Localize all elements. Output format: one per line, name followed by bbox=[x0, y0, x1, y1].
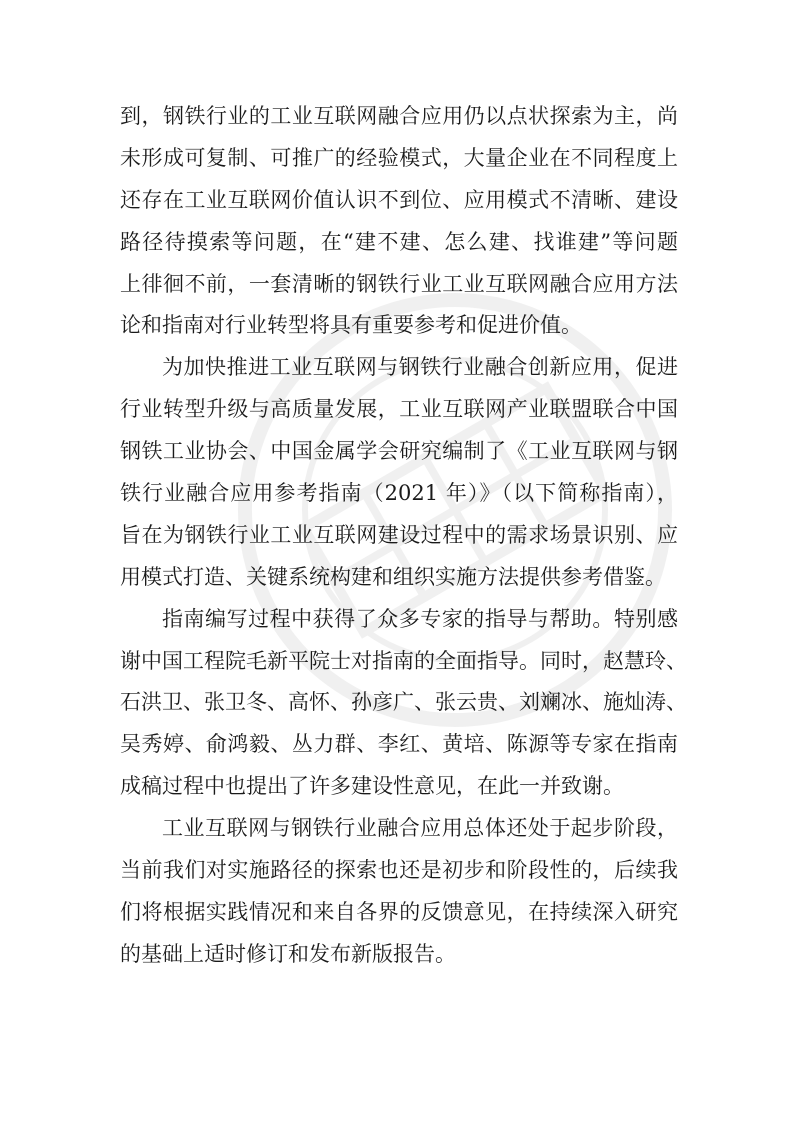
text-line: 指南编写过程中获得了众多专家的指导与帮助。特别感 bbox=[162, 606, 678, 631]
text-line: 路径待摸索等问题，在“建不建、怎么建、找谁建”等问题 bbox=[120, 229, 678, 254]
text-line: 谢中国工程院毛新平院士对指南的全面指导。同时，赵慧玲、 bbox=[120, 648, 687, 673]
paragraph bbox=[120, 347, 678, 598]
text-line: 成稿过程中也提出了许多建设性意见，在此一并致谢。 bbox=[120, 774, 624, 799]
text-line: 工业互联网与钢铁行业融合应用总体还处于起步阶段， bbox=[162, 816, 678, 841]
text-line: 用模式打造、关键系统构建和组织实施方法提供参考借鉴。 bbox=[120, 564, 666, 589]
text-line: 们将根据实践情况和来自各界的反馈意见，在持续深入研究 bbox=[120, 899, 678, 924]
text-line: 的基础上适时修订和发布新版报告。 bbox=[120, 941, 456, 966]
paragraph bbox=[120, 599, 687, 808]
text-line: 还存在工业互联网价值认识不到位、应用模式不清晰、建设 bbox=[120, 187, 678, 212]
text-line: 当前我们对实施路径的探索也还是初步和阶段性的，后续我 bbox=[120, 858, 678, 883]
paragraph bbox=[120, 96, 678, 347]
text-line: 论和指南对行业转型将具有重要参考和促进价值。 bbox=[120, 313, 582, 338]
text-line: 吴秀婷、俞鸿毅、丛力群、李红、黄培、陈源等专家在指南 bbox=[120, 732, 678, 757]
paragraph bbox=[120, 808, 678, 976]
text-line: 钢铁工业协会、中国金属学会研究编制了《工业互联网与钢 bbox=[120, 439, 678, 464]
text-line: 为加快推进工业互联网与钢铁行业融合创新应用，促进 bbox=[162, 355, 678, 380]
document-page bbox=[120, 96, 687, 976]
text-line: 行业转型升级与高质量发展，工业互联网产业联盟联合中国 bbox=[120, 397, 678, 422]
text-line: 旨在为钢铁行业工业互联网建设过程中的需求场景识别、应 bbox=[120, 522, 678, 547]
text-line: 未形成可复制、可推广的经验模式，大量企业在不同程度上 bbox=[120, 145, 678, 170]
text-line: 到，钢铁行业的工业互联网融合应用仍以点状探索为主，尚 bbox=[120, 104, 678, 128]
text-line: 上徘徊不前，一套清晰的钢铁行业工业互联网融合应用方法 bbox=[120, 271, 678, 296]
text-line: 铁行业融合应用参考指南（2021 年）》（以下简称指南）， bbox=[120, 481, 678, 506]
text-line: 石洪卫、张卫冬、高怀、孙彦广、张云贵、刘斓冰、施灿涛、 bbox=[120, 690, 687, 715]
